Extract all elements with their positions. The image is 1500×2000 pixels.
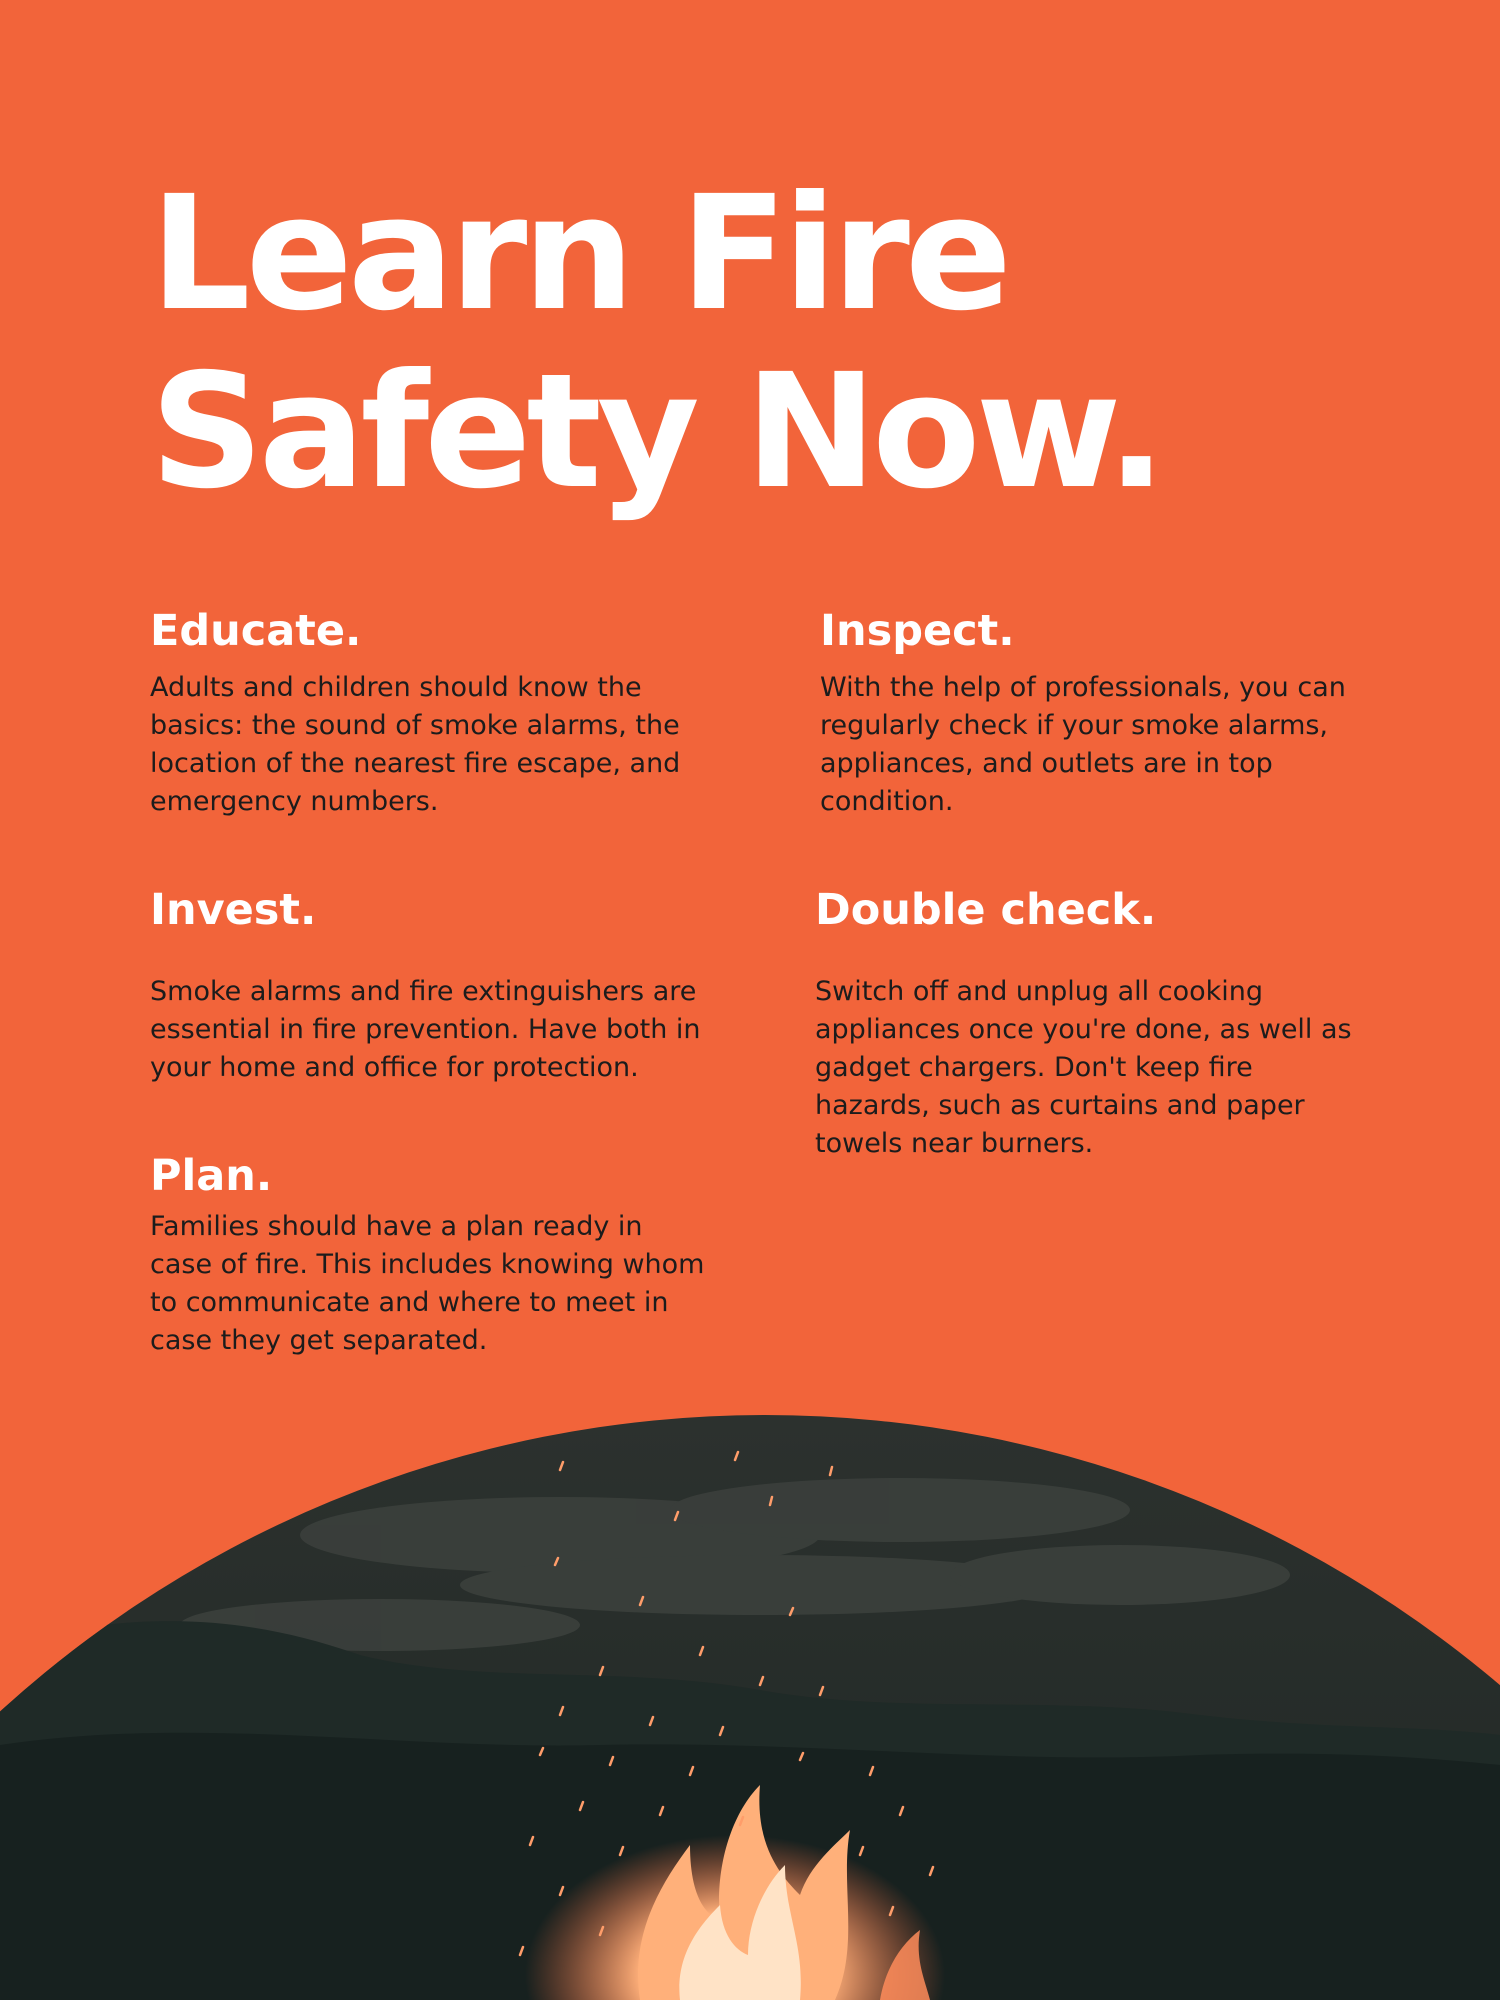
tip-text-line: Families should have a plan ready in: [150, 1211, 643, 1242]
tip-text-invest: [150, 973, 710, 1087]
tip-text-line: essential in fire prevention. Have both in: [150, 1014, 701, 1045]
tip-heading-invest: Invest.: [150, 885, 317, 935]
tip-text-inspect: [820, 669, 1380, 821]
tip-invest: [150, 882, 710, 1087]
tip-text-line: appliances once you're done, as well as: [815, 1014, 1352, 1045]
tip-text-line: your home and office for protection.: [150, 1052, 639, 1083]
tip-text-line: appliances, and outlets are in top: [820, 748, 1273, 779]
tip-text-line: to communicate and where to meet in: [150, 1287, 669, 1318]
title-line-1: Learn Fire: [150, 162, 1008, 346]
tip-text-line: case they get separated.: [150, 1325, 488, 1356]
tip-text-line: hazards, such as curtains and paper: [815, 1090, 1305, 1121]
tip-heading-inspect: Inspect.: [820, 606, 1015, 656]
tip-educate: [150, 603, 710, 821]
tip-text-line: towels near burners.: [815, 1128, 1094, 1159]
tip-text-line: Smoke alarms and fire extinguishers are: [150, 976, 697, 1007]
tip-text-double-check: [815, 973, 1375, 1163]
tip-text-line: condition.: [820, 786, 954, 817]
title-line-2: Safety Now.: [150, 340, 1162, 524]
tip-text-educate: [150, 669, 710, 821]
poster-title: [150, 162, 1162, 524]
tip-inspect: [820, 603, 1380, 821]
tip-heading-double-check: Double check.: [815, 885, 1157, 935]
campfire-photo: [0, 1415, 1500, 2000]
tip-heading-plan: Plan.: [150, 1151, 273, 1201]
tip-text-plan: [150, 1208, 710, 1360]
tip-text-line: regularly check if your smoke alarms,: [820, 710, 1329, 741]
tip-text-line: Switch off and unplug all cooking: [815, 976, 1264, 1007]
tip-text-line: Adults and children should know the: [150, 672, 642, 703]
tip-text-line: gadget chargers. Don't keep fire: [815, 1052, 1253, 1083]
tip-text-line: With the help of professionals, you can: [820, 672, 1346, 703]
tip-text-line: basics: the sound of smoke alarms, the: [150, 710, 680, 741]
tip-text-line: case of fire. This includes knowing whom: [150, 1249, 705, 1280]
tip-text-line: location of the nearest fire escape, and: [150, 748, 681, 779]
tip-heading-educate: Educate.: [150, 606, 362, 656]
tip-text-line: emergency numbers.: [150, 786, 439, 817]
tip-plan: [150, 1148, 710, 1360]
tip-double-check: [815, 882, 1375, 1163]
